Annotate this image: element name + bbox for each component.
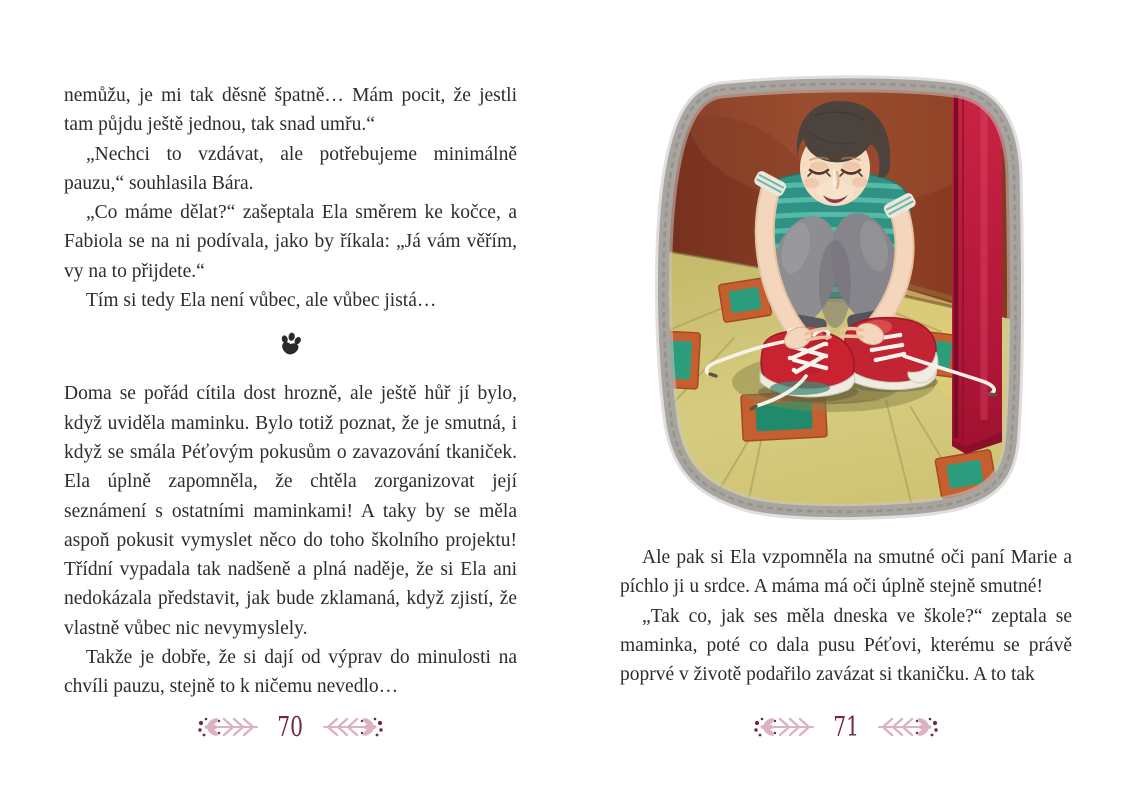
section-divider bbox=[64, 332, 517, 358]
left-page-text-column bbox=[64, 81, 517, 702]
right-page-text-column bbox=[620, 543, 1072, 689]
paragraph: Takže je dobře, že si dají od výprav do minulosti na chvíli pauzu, stejně to k ničemu nevedlo… bbox=[64, 647, 517, 698]
paragraph: Ale pak si Ela vzpomněla na smutné oči paní Marie a píchlo ji u srdce. A máma má oči úplně stejně smutné! bbox=[620, 547, 1072, 598]
arrow-vine-ornament-icon bbox=[319, 714, 385, 740]
page-number: 70 bbox=[277, 711, 304, 743]
boy-tying-red-sneakers-illustration bbox=[648, 76, 1024, 522]
illustration bbox=[648, 76, 1024, 522]
arrow-vine-ornament-icon bbox=[874, 714, 940, 740]
page-number: 71 bbox=[833, 711, 859, 743]
paragraph: „Tak co, jak ses měla dneska ve škole?“ zeptala se maminka, poté co dala pusu Péťovi, kterému se právě poprvé v životě podařilo zavázat si tkaničku. A to tak bbox=[620, 605, 1072, 686]
arrow-vine-ornament-icon bbox=[752, 714, 818, 740]
arrow-vine-ornament-icon bbox=[196, 714, 262, 740]
paw-print-icon bbox=[277, 332, 304, 358]
left-page-footer bbox=[64, 708, 517, 746]
paragraph: Doma se pořád cítila dost hrozně, ale ještě hůř jí bylo, když uviděla maminku. Bylo totiž poznat, že je smutná, i když se smála Péťovým pokusům o zavazování tkaniček. Ela úplně zapomněla, že chtěla zorganizovat její seznámení s ostatními maminkami! A taky by se měla aspoň pokusit vymyslet něco do toho školního projektu! Třídní vypadala tak nadšeně a plná naděje, že si Ela ani nedokázala představit, jak bude zklamaná, když zjistí, že vlastně vůbec nic nevymyslely. bbox=[64, 383, 517, 639]
paragraph: „Nechci to vzdávat, ale potřebujeme minimálně pauzu,“ souhlasila Bára. bbox=[64, 143, 517, 194]
paragraph: nemůžu, je mi tak děsně špatně… Mám pocit, že jestli tam půjdu ještě jednou, tak snad umřu.“ bbox=[64, 85, 517, 136]
paragraph: „Co máme dělat?“ zašeptala Ela směrem ke kočce, a Fabiola se na ni podívala, jako by říkala: „Já vám věřím, vy na to přijdete.“ bbox=[64, 202, 517, 282]
paragraph: Tím si tedy Ela není vůbec, ale vůbec jistá… bbox=[86, 290, 437, 312]
right-page-footer bbox=[620, 708, 1072, 746]
red-door-panel bbox=[952, 82, 1002, 454]
